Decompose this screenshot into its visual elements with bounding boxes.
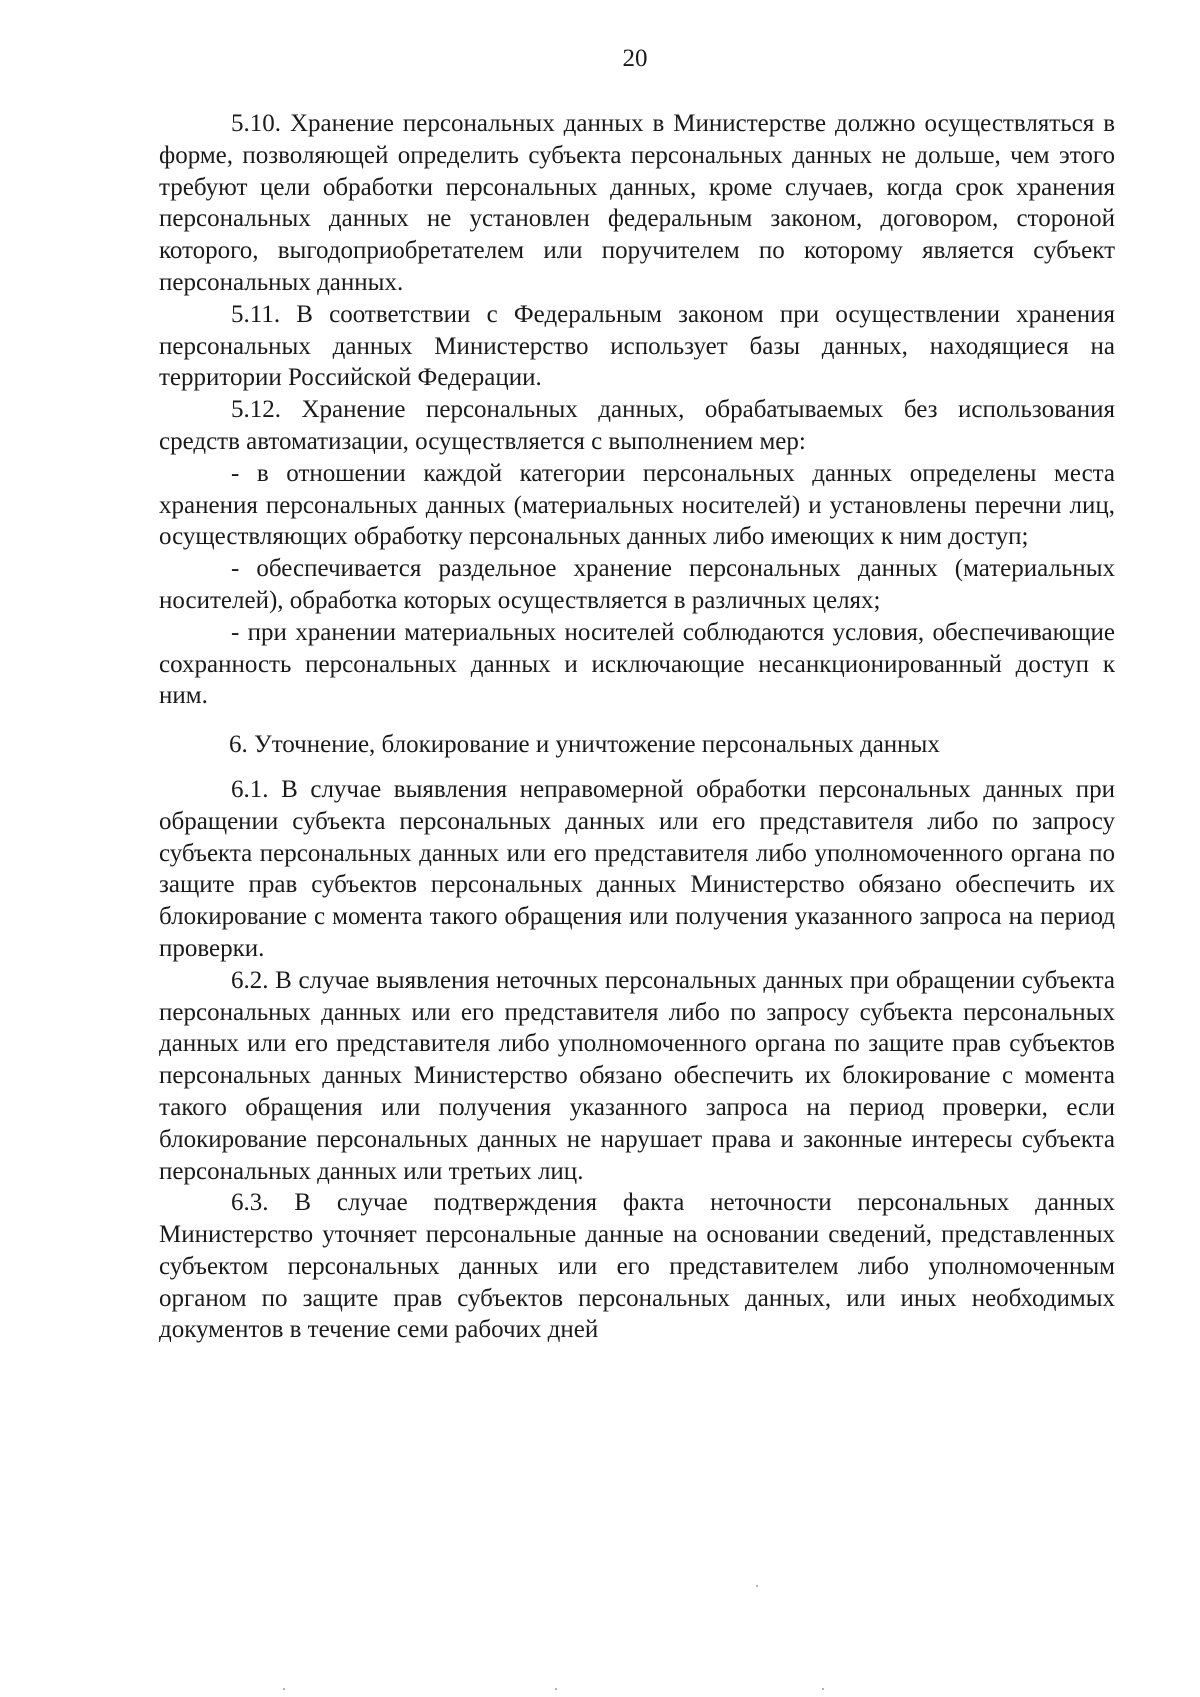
paragraph-6-2: 6.2. В случае выявления неточных персональных данных при обращении субъекта персональных данных или его представителя либо по запросу субъекта персональных данных или его представителя либо уполномоченного органа по защите прав субъектов персональных данных Министерство обязано обеспечить их блокирование с момента такого обращения или получения указанного запроса на период проверки, если блокирование персональных данных не нарушает права и законные интересы субъекта персональных данных или третьих лиц.	[159, 966, 1115, 1185]
page-number: 20	[622, 45, 648, 72]
scan-speck	[756, 1585, 758, 1587]
section-heading: 6. Уточнение, блокирование и уничтожение персональных данных	[229, 731, 940, 759]
paragraph-6-1: 6.1. В случае выявления неправомерной обработки персональных данных при обращении субъекта персональных данных или его представителя либо по запросу субъекта персональных данных или его представителя либо уполномоченного органа по защите прав субъектов персональных данных Министерство обязано обеспечить их блокирование с момента такого обращения или получения указанного запроса на период проверки.	[159, 775, 1115, 962]
scan-speck	[555, 1688, 557, 1690]
paragraph-5-11: 5.11. В соответствии с Федеральным законом при осуществлении хранения персональных данных Министерство использует базы данных, находящиеся на территории Российской Федерации.	[159, 300, 1115, 392]
list-item-separate-storage: - обеспечивается раздельное хранение персональных данных (материальных носителей), обработка которых осуществляется в различных целях;	[159, 555, 1115, 614]
paragraph-5-10: 5.10. Хранение персональных данных в Министерстве должно осуществляться в форме, позволяющей определить субъекта персональных данных не дольше, чем этого требуют цели обработки персональных данных, кроме случаев, когда срок хранения персональных данных не установлен федеральным законом, договором, стороной которого, выгодоприобретателем или поручителем по которому является субъект персональных данных.	[159, 110, 1115, 296]
paragraph-5-12: 5.12. Хранение персональных данных, обрабатываемых без использования средств автоматизации, осуществляется с выполнением мер:	[159, 396, 1115, 455]
list-item-storage-places: - в отношении каждой категории персональных данных определены места хранения персональных данных (материальных носителей) и установлены перечни лиц, осуществляющих обработку персональных данных либо имеющих к ним доступ;	[159, 459, 1115, 551]
scan-speck	[283, 1688, 285, 1690]
document-body	[159, 108, 1115, 1346]
paragraph-6-3: 6.3. В случае подтверждения факта неточности персональных данных Министерство уточняет персональные данные на основании сведений, представленных субъектом персональных данных или его представителем либо уполномоченным органом по защите прав субъектов персональных данных, или иных необходимых документов в течение семи рабочих дней	[159, 1189, 1115, 1344]
list-item-storage-conditions: - при хранении материальных носителей соблюдаются условия, обеспечивающие сохранность персональных данных и исключающие несанкционированный доступ к ним.	[159, 618, 1115, 710]
scan-speck	[822, 1688, 824, 1690]
